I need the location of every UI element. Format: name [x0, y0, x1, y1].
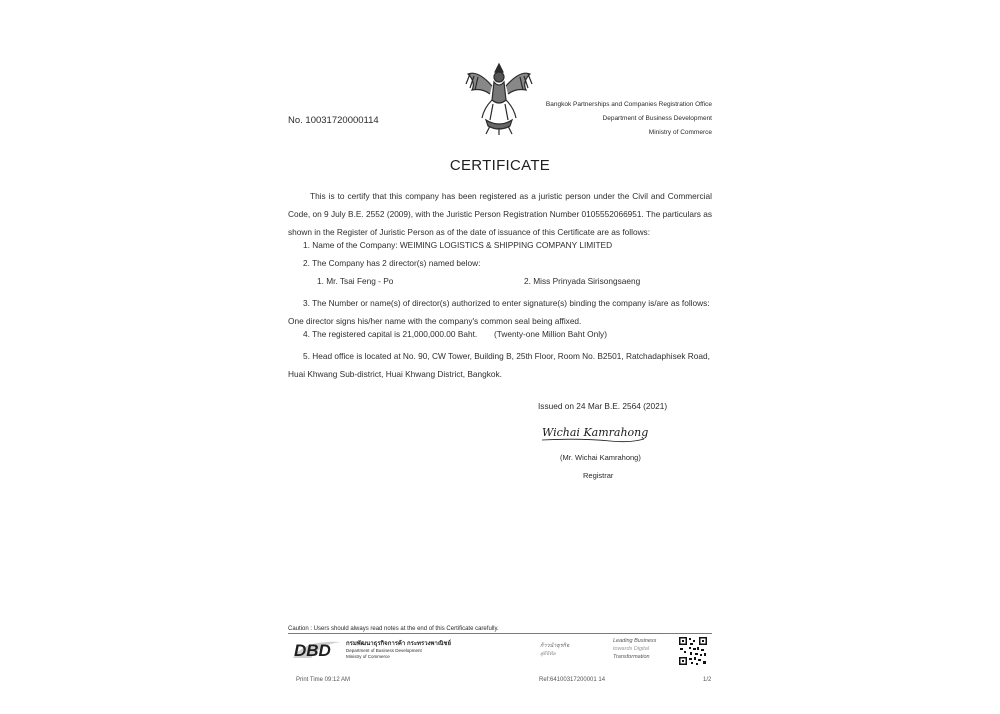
document-number: No. 10031720000114: [288, 115, 379, 126]
head-office-item: 5. Head office is located at No. 90, CW Tower, Building B, 25th Floor, Room No. B2501, Ratchadaphisek Road, Huai Khwang Sub-district, Huai Khwang District, Bangkok.: [288, 351, 710, 379]
registrar-name: (Mr. Wichai Kamrahong): [560, 453, 641, 462]
page-number: 1/2: [703, 677, 712, 683]
office-name: Bangkok Partnerships and Companies Registration Office: [545, 101, 712, 108]
director-2: 2. Miss Prinyada Sirisongsaeng: [524, 276, 641, 286]
slogan-english-2: towards Digital: [613, 646, 650, 652]
dbd-logo-icon: [291, 638, 343, 660]
garuda-emblem-icon: [462, 60, 536, 136]
slogan-thai-2: สู่ดิจิทัล: [540, 651, 556, 657]
company-name-item: 1. Name of the Company: WEIMING LOGISTICS & SHIPPING COMPANY LIMITED: [303, 240, 613, 250]
qr-code-icon[interactable]: [678, 636, 708, 666]
slogan-thai-1: ก้าวนำธุรกิจ: [540, 643, 570, 649]
ministry-name: Ministry of Commerce: [648, 129, 712, 136]
issued-date: Issued on 24 Mar B.E. 2564 (2021): [538, 401, 668, 411]
intro-paragraph: This is to certify that this company has been registered as a juristic person under the Civil and Commercial Code, on 9 July B.E. 2552 (2009), with the Juristic Person Registration Number 0105552066951. The particulars as shown in the Register of Juristic Person as of the date of issuance of this Certificate are as follows:: [288, 191, 712, 237]
dbd-logo-text: DBD: [294, 641, 331, 660]
signing-authority-item: 3. The Number or name(s) of director(s) authorized to enter signature(s) binding the company is/are as follows: One director signs his/her name with the company's common seal being affixed.: [288, 298, 710, 326]
certificate-title: CERTIFICATE: [449, 157, 551, 174]
caution-note: Caution : Users should always read notes at the end of this Certificate carefully.: [288, 626, 499, 632]
dbd-thai-name: กรมพัฒนาธุรกิจการค้า กระทรวงพาณิชย์: [346, 641, 451, 647]
reference-number: Ref:64100317200001 14: [539, 677, 606, 683]
department-name: Department of Business Development: [602, 115, 712, 122]
slogan-english-1: Leading Business: [613, 638, 657, 644]
slogan-english-3: Transformation: [613, 654, 650, 660]
signature-text: Wichai Kamrahong: [542, 426, 649, 439]
registrar-signature: [540, 418, 650, 450]
directors-count-item: 2. The Company has 2 director(s) named below:: [303, 258, 481, 268]
registrar-title: Registrar: [583, 471, 614, 480]
footer-divider: [288, 633, 712, 634]
dbd-ministry-name: Ministry of Commerce: [346, 654, 390, 659]
registered-capital-amount: 4. The registered capital is 21,000,000.00 Baht.: [303, 329, 478, 339]
print-time: Print Time 09:12 AM: [296, 677, 351, 683]
dbd-english-name: Department of Business Development: [346, 648, 422, 653]
director-1: 1. Mr. Tsai Feng - Po: [317, 276, 394, 286]
registered-capital-words: (Twenty-one Million Baht Only): [494, 329, 607, 339]
